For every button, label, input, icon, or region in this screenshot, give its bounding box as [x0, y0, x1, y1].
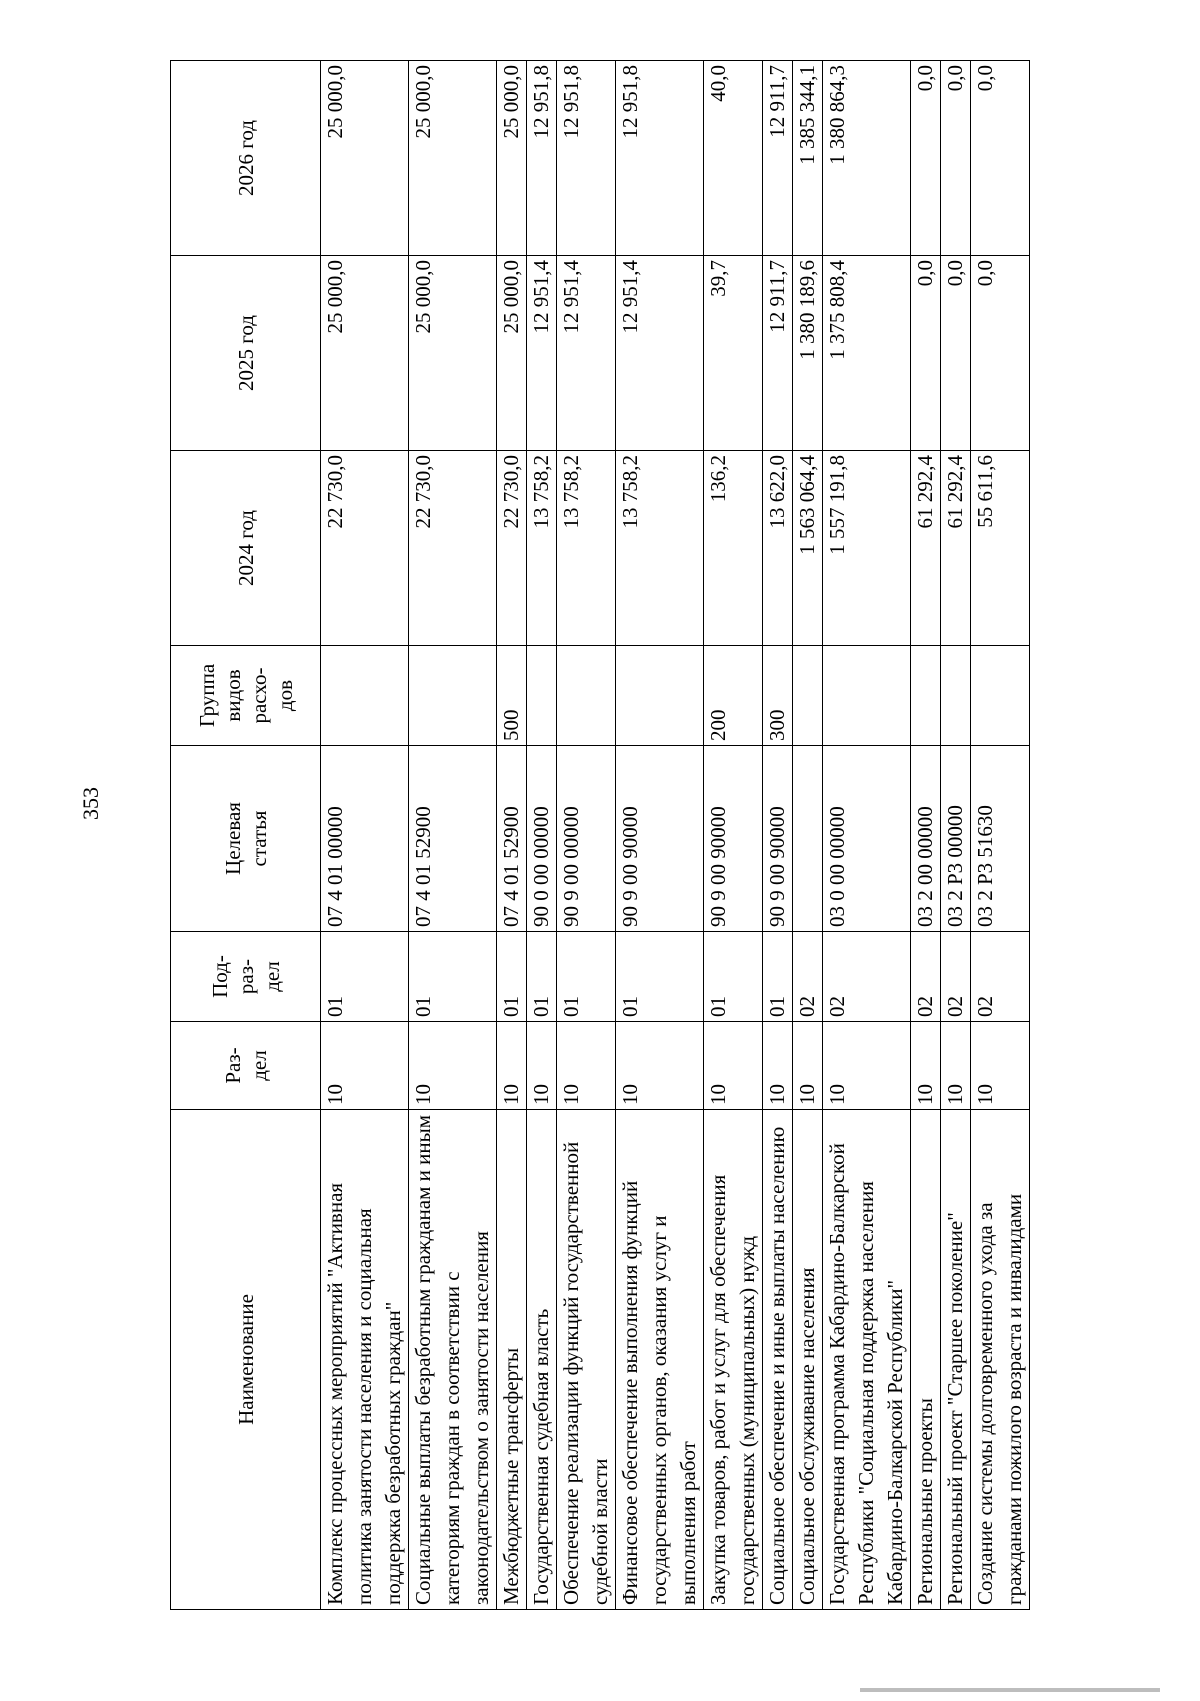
- cell-podrazdel: 01: [704, 932, 763, 1022]
- cell-2025: 12 951,4: [557, 256, 616, 451]
- cell-2025: 25 000,0: [321, 256, 409, 451]
- header-name: Наименование: [171, 1110, 321, 1610]
- cell-2025: 39,7: [704, 256, 763, 451]
- cell-name: Комплекс процессных мероприятий "Активная политика занятости населения и социальная поддержка безработных граждан": [321, 1110, 409, 1610]
- cell-podrazdel: 02: [823, 932, 911, 1022]
- cell-name: Обеспечение реализации функций государственной судебной власти: [557, 1110, 616, 1610]
- cell-2026: 0,0: [911, 61, 941, 256]
- cell-2025: 1 380 189,6: [793, 256, 823, 451]
- cell-2024: 136,2: [704, 451, 763, 646]
- cell-2024: 22 730,0: [409, 451, 497, 646]
- cell-2026: 25 000,0: [497, 61, 527, 256]
- cell-2024: 61 292,4: [911, 451, 941, 646]
- cell-podrazdel: 01: [497, 932, 527, 1022]
- cell-gruppa: [557, 646, 616, 746]
- cell-celevaya: 90 9 00 90000: [616, 746, 704, 932]
- cell-podrazdel: 02: [911, 932, 941, 1022]
- cell-2026: 12 951,8: [616, 61, 704, 256]
- header-celevaya: Целевая статья: [171, 746, 321, 932]
- cell-podrazdel: 01: [409, 932, 497, 1022]
- cell-2026: 12 951,8: [527, 61, 557, 256]
- cell-2026: 0,0: [971, 61, 1030, 256]
- table-row: [616, 61, 704, 1610]
- cell-2026: 25 000,0: [409, 61, 497, 256]
- table-row: [823, 61, 911, 1610]
- cell-2024: 13 758,2: [557, 451, 616, 646]
- cell-gruppa: 500: [497, 646, 527, 746]
- cell-2025: 0,0: [941, 256, 971, 451]
- cell-2026: 12 911,7: [763, 61, 793, 256]
- cell-2026: 40,0: [704, 61, 763, 256]
- cell-2025: 0,0: [971, 256, 1030, 451]
- cell-gruppa: [911, 646, 941, 746]
- cell-celevaya: 07 4 01 00000: [321, 746, 409, 932]
- cell-razdel: 10: [557, 1022, 616, 1110]
- cell-2024: 13 622,0: [763, 451, 793, 646]
- cell-2024: 22 730,0: [497, 451, 527, 646]
- cell-razdel: 10: [941, 1022, 971, 1110]
- cell-name: Государственная судебная власть: [527, 1110, 557, 1610]
- cell-gruppa: 200: [704, 646, 763, 746]
- cell-2024: 61 292,4: [941, 451, 971, 646]
- cell-celevaya: [793, 746, 823, 932]
- page-number: 353: [78, 787, 103, 820]
- cell-gruppa: [941, 646, 971, 746]
- cell-celevaya: 90 9 00 90000: [704, 746, 763, 932]
- cell-2024: 1 563 064,4: [793, 451, 823, 646]
- cell-2024: 1 557 191,8: [823, 451, 911, 646]
- cell-name: Финансовое обеспечение выполнения функций государственных органов, оказания услуг и выполнения работ: [616, 1110, 704, 1610]
- cell-gruppa: [616, 646, 704, 746]
- cell-razdel: 10: [823, 1022, 911, 1110]
- cell-podrazdel: 02: [971, 932, 1030, 1022]
- cell-celevaya: 90 9 00 00000: [557, 746, 616, 932]
- cell-name: Социальные выплаты безработным гражданам и иным категориям граждан в соответствии с законодательством о занятости населения: [409, 1110, 497, 1610]
- cell-name: Межбюджетные трансферты: [497, 1110, 527, 1610]
- table-row: [911, 61, 941, 1610]
- cell-razdel: 10: [704, 1022, 763, 1110]
- header-razdel: Раз- дел: [171, 1022, 321, 1110]
- cell-razdel: 10: [793, 1022, 823, 1110]
- cell-podrazdel: 01: [527, 932, 557, 1022]
- cell-gruppa: 300: [763, 646, 793, 746]
- budget-table: [170, 60, 1030, 1610]
- cell-celevaya: 03 2 00 00000: [911, 746, 941, 932]
- table-row: [527, 61, 557, 1610]
- table-row: [971, 61, 1030, 1610]
- cell-celevaya: 07 4 01 52900: [497, 746, 527, 932]
- header-2025: 2025 год: [171, 256, 321, 451]
- cell-razdel: 10: [409, 1022, 497, 1110]
- header-2026: 2026 год: [171, 61, 321, 256]
- rotated-table-frame: [170, 60, 1040, 1610]
- header-gruppa: Группа видов расхо- дов: [171, 646, 321, 746]
- cell-podrazdel: 02: [941, 932, 971, 1022]
- cell-2025: 25 000,0: [497, 256, 527, 451]
- cell-2026: 25 000,0: [321, 61, 409, 256]
- cell-2026: 1 380 864,3: [823, 61, 911, 256]
- cell-2025: 25 000,0: [409, 256, 497, 451]
- cell-podrazdel: 02: [793, 932, 823, 1022]
- cell-gruppa: [321, 646, 409, 746]
- cell-2025: 12 911,7: [763, 256, 793, 451]
- cell-name: Социальное обеспечение и иные выплаты населению: [763, 1110, 793, 1610]
- cell-podrazdel: 01: [763, 932, 793, 1022]
- cell-name: Социальное обслуживание населения: [793, 1110, 823, 1610]
- cell-celevaya: 03 2 P3 00000: [941, 746, 971, 932]
- cell-2025: 1 375 808,4: [823, 256, 911, 451]
- cell-name: Создание системы долговременного ухода за гражданами пожилого возраста и инвалидами: [971, 1110, 1030, 1610]
- cell-2025: 12 951,4: [616, 256, 704, 451]
- cell-name: Региональные проекты: [911, 1110, 941, 1610]
- cell-name: Закупка товаров, работ и услуг для обеспечения государственных (муниципальных) нужд: [704, 1110, 763, 1610]
- cell-razdel: 10: [527, 1022, 557, 1110]
- cell-2024: 13 758,2: [616, 451, 704, 646]
- table-header-row: [171, 61, 321, 1610]
- cell-razdel: 10: [321, 1022, 409, 1110]
- cell-gruppa: [971, 646, 1030, 746]
- cell-2024: 13 758,2: [527, 451, 557, 646]
- cell-2024: 55 611,6: [971, 451, 1030, 646]
- table-row: [321, 61, 409, 1610]
- header-podrazdel: Под- раз- дел: [171, 932, 321, 1022]
- cell-celevaya: 90 9 00 90000: [763, 746, 793, 932]
- cell-gruppa: [823, 646, 911, 746]
- cell-razdel: 10: [763, 1022, 793, 1110]
- cell-name: Государственная программа Кабардино-Балкарской Республики "Социальная поддержка населения Кабардино-Балкарской Республики": [823, 1110, 911, 1610]
- cell-2026: 1 385 344,1: [793, 61, 823, 256]
- table-row: [793, 61, 823, 1610]
- cell-gruppa: [527, 646, 557, 746]
- cell-podrazdel: 01: [557, 932, 616, 1022]
- cell-celevaya: 03 2 P3 51630: [971, 746, 1030, 932]
- table-row: [941, 61, 971, 1610]
- cell-name: Региональный проект "Старшее поколение": [941, 1110, 971, 1610]
- table-row: [763, 61, 793, 1610]
- table-body: [321, 61, 1030, 1610]
- cell-2024: 22 730,0: [321, 451, 409, 646]
- cell-2026: 12 951,8: [557, 61, 616, 256]
- table-row: [497, 61, 527, 1610]
- cell-2025: 0,0: [911, 256, 941, 451]
- cell-podrazdel: 01: [321, 932, 409, 1022]
- cell-celevaya: 03 0 00 00000: [823, 746, 911, 932]
- cell-razdel: 10: [911, 1022, 941, 1110]
- cell-gruppa: [409, 646, 497, 746]
- table-row: [704, 61, 763, 1610]
- table-row: [409, 61, 497, 1610]
- cell-razdel: 10: [497, 1022, 527, 1110]
- cell-razdel: 10: [971, 1022, 1030, 1110]
- table-row: [557, 61, 616, 1610]
- cell-celevaya: 07 4 01 52900: [409, 746, 497, 932]
- cell-2026: 0,0: [941, 61, 971, 256]
- cell-razdel: 10: [616, 1022, 704, 1110]
- cell-gruppa: [793, 646, 823, 746]
- cell-2025: 12 951,4: [527, 256, 557, 451]
- cell-podrazdel: 01: [616, 932, 704, 1022]
- cell-celevaya: 90 0 00 00000: [527, 746, 557, 932]
- scan-edge-mark: [860, 1688, 1160, 1692]
- header-2024: 2024 год: [171, 451, 321, 646]
